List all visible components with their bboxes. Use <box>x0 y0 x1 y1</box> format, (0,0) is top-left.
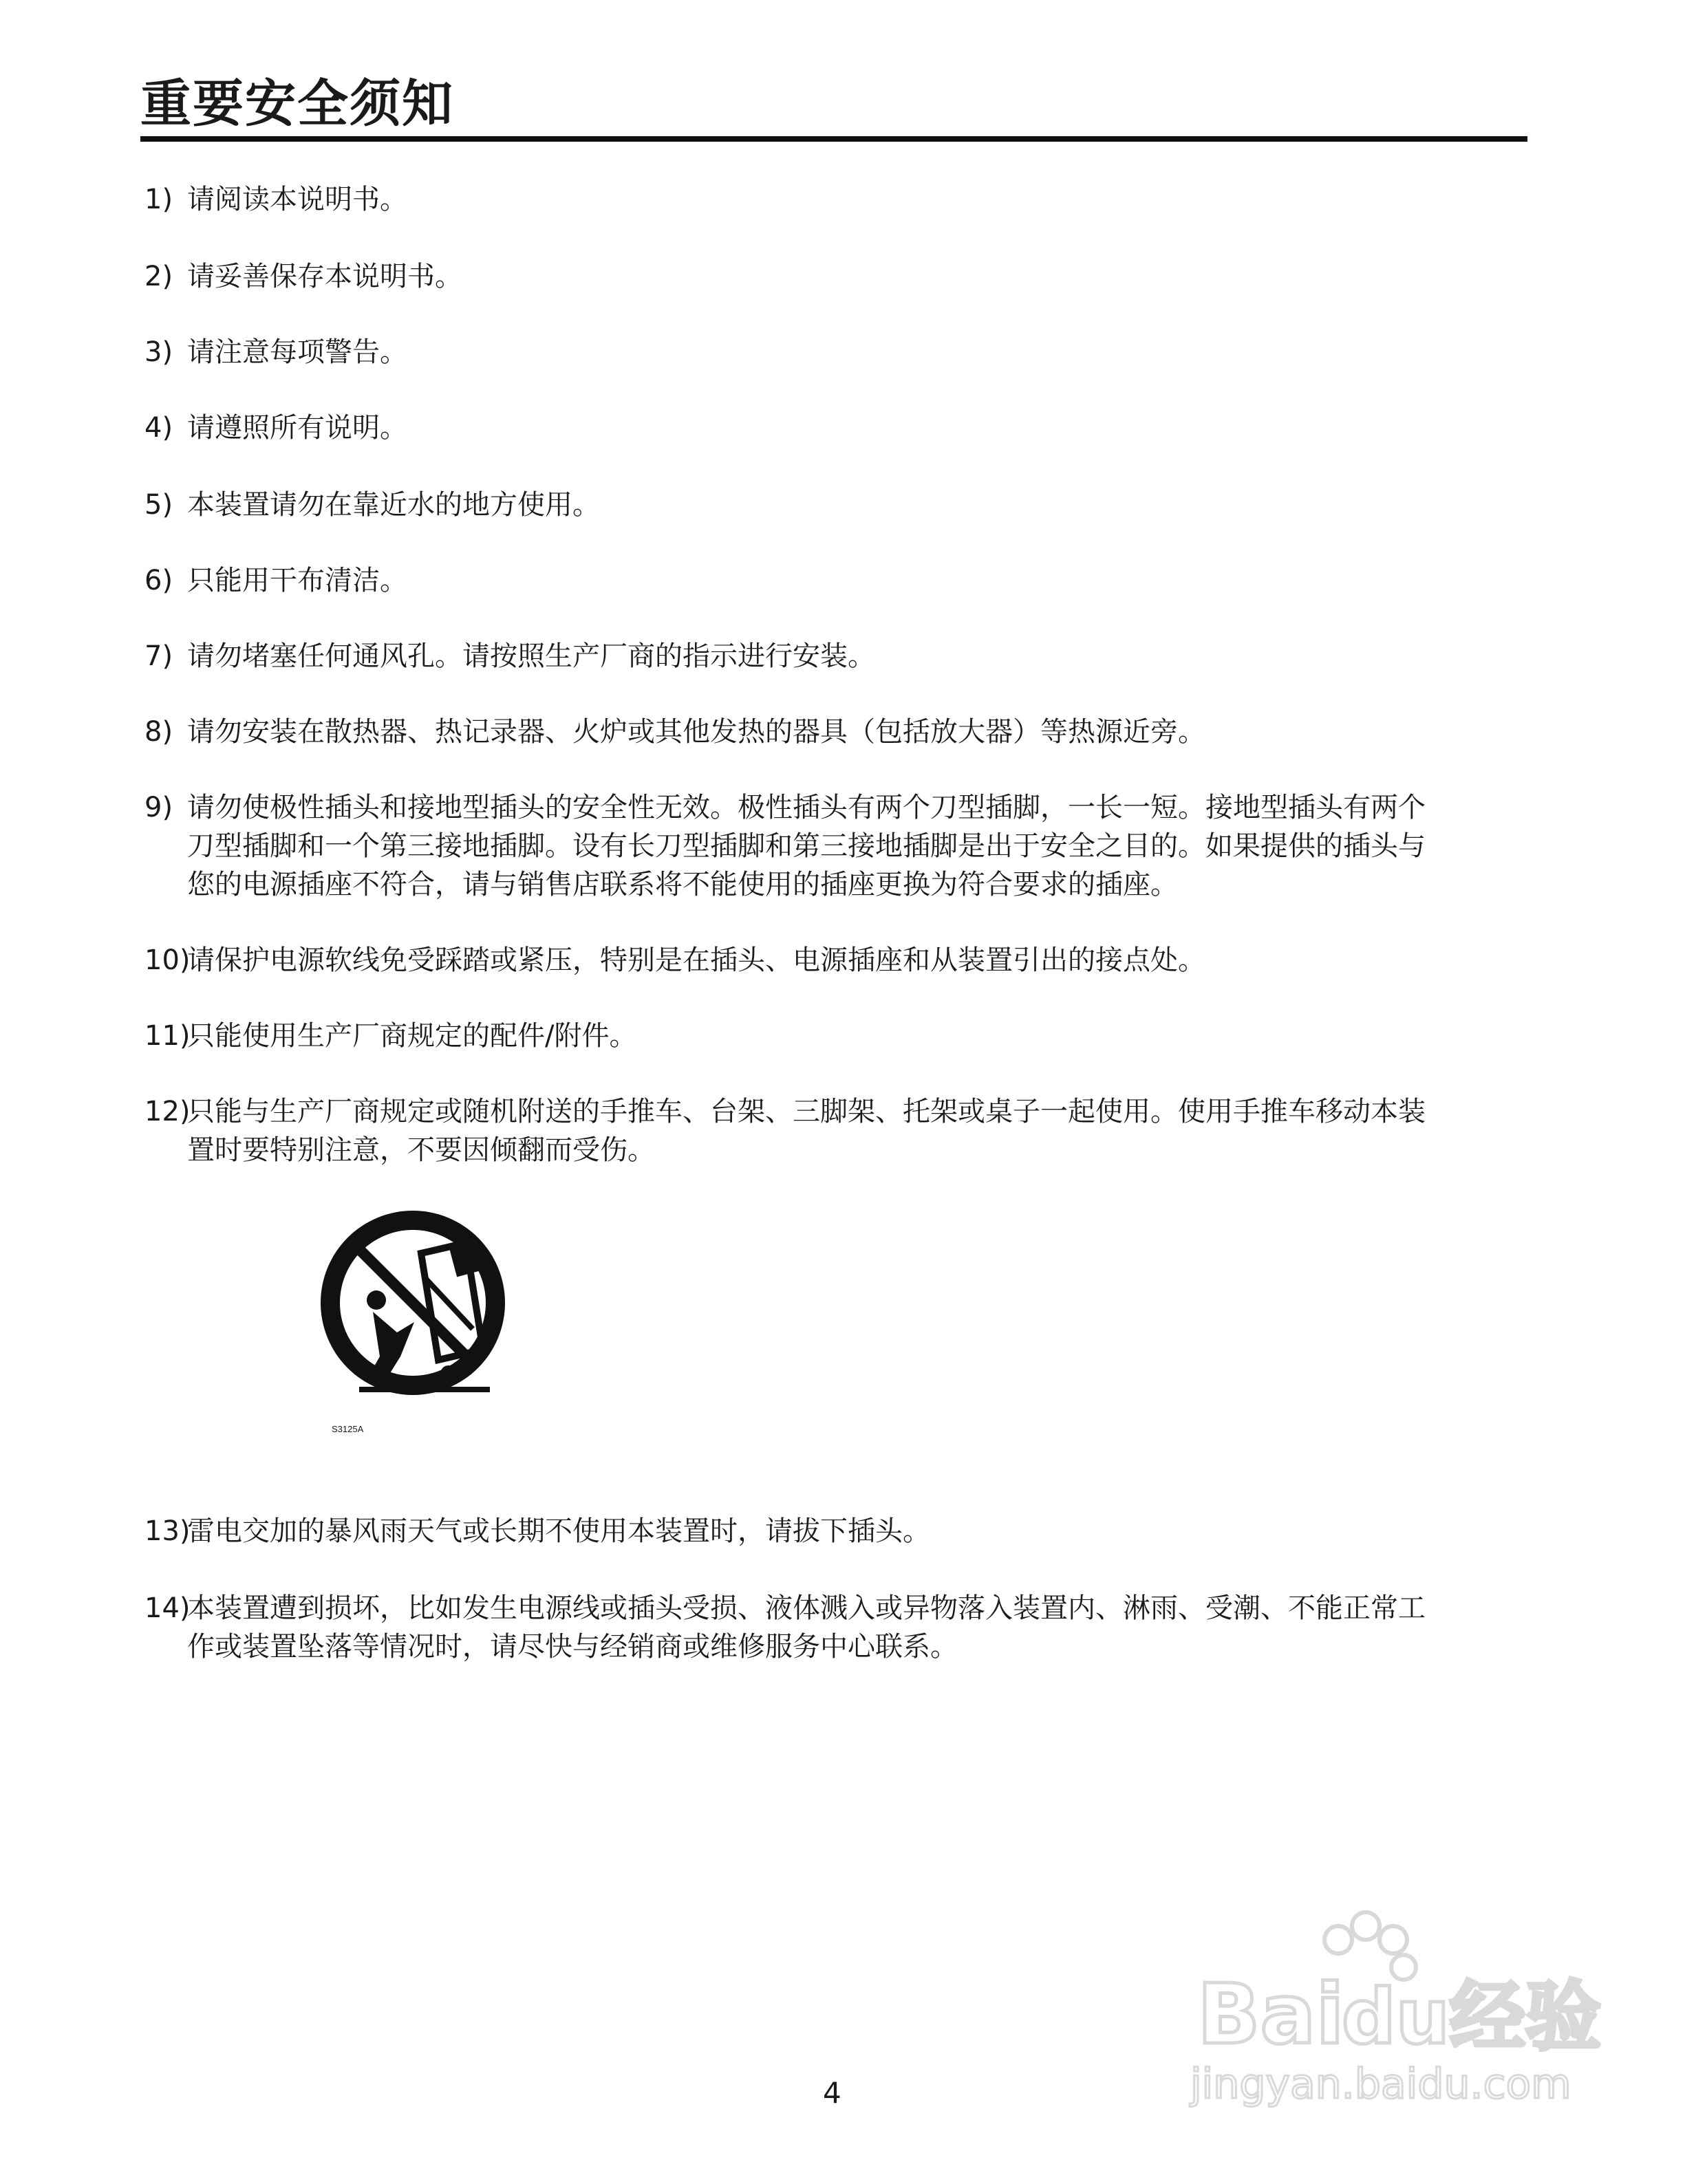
list-item-text: 您的电源插座不符合，请与销售店联系将不能使用的插座更换为符合要求的插座。 <box>187 869 1178 900</box>
list-item-text: 请勿堵塞任何通风孔。请按照生产厂商的指示进行安装。 <box>187 640 875 672</box>
svg-text:Bai: Bai <box>1197 1967 1344 2063</box>
list-item-number: 3) <box>144 336 173 368</box>
list-item <box>144 713 1205 751</box>
list-item-text: 请勿使极性插头和接地型插头的安全性无效。极性插头有两个刀型插脚，一长一短。接地型插头有两个 <box>187 792 1426 823</box>
list-item-text: 本装置遭到损坏，比如发生电源线或插头受损、液体溅入或异物落入装置内、淋雨、受潮、不能正常工 <box>187 1592 1426 1624</box>
list-item <box>144 1589 1426 1666</box>
list-item-line <box>144 788 1426 827</box>
list-item-number: 14) <box>144 1592 191 1624</box>
cart-warning-symbol <box>318 1212 517 1446</box>
list-item-line <box>144 486 600 524</box>
baidu-jingyan-watermark <box>1183 1899 1602 2112</box>
list-item <box>144 257 462 296</box>
svg-text:jingyan.baidu.com: jingyan.baidu.com <box>1190 2060 1571 2108</box>
list-item-number: 12) <box>144 1096 191 1127</box>
list-item-text: 置时要特别注意，不要因倾翻而受伤。 <box>187 1134 655 1166</box>
list-item-line <box>144 941 1205 980</box>
page-number: 4 <box>823 2076 841 2110</box>
list-item-number: 6) <box>144 565 173 596</box>
list-item-line <box>144 1017 636 1055</box>
list-item-line <box>144 713 1205 751</box>
list-item-text: 作或装置坠落等情况时，请尽快与经销商或维修服务中心联系。 <box>187 1631 958 1663</box>
list-item <box>144 409 407 447</box>
list-item-number: 13) <box>144 1515 191 1547</box>
list-item-line <box>144 1092 1426 1131</box>
list-item-number: 9) <box>144 792 173 823</box>
list-item <box>144 1017 636 1055</box>
list-item-line <box>144 1131 1426 1169</box>
list-item-line <box>144 865 1426 904</box>
list-item-text: 请妥善保存本说明书。 <box>187 261 462 292</box>
list-item-text: 请遵照所有说明。 <box>187 412 407 444</box>
list-item-text: 雷电交加的暴风雨天气或长期不使用本装置时，请拔下插头。 <box>187 1515 930 1547</box>
list-item <box>144 333 407 371</box>
list-item-text: 只能与生产厂商规定或随机附送的手推车、台架、三脚架、托架或桌子一起使用。使用手推车移动本装 <box>187 1096 1426 1127</box>
list-item-number: 5) <box>144 489 173 521</box>
list-item-line <box>144 1589 1426 1628</box>
symbol-code: S3125A <box>332 1424 364 1434</box>
list-item <box>144 788 1426 904</box>
list-item-number: 8) <box>144 716 173 748</box>
page-title: 重要安全须知 <box>140 74 454 133</box>
list-item-number: 2) <box>144 261 173 292</box>
list-item-number: 4) <box>144 412 173 444</box>
list-item-text: 本装置请勿在靠近水的地方使用。 <box>187 489 600 521</box>
list-item-line <box>144 561 407 600</box>
list-item-line <box>144 1628 1426 1666</box>
list-item <box>144 1092 1426 1169</box>
list-item-line <box>144 827 1426 865</box>
list-item-number: 1) <box>144 184 173 215</box>
list-item-text: 请保护电源软线免受踩踏或紧压，特别是在插头、电源插座和从装置引出的接点处。 <box>187 944 1205 976</box>
cart-tip-over-warning-icon <box>318 1212 517 1446</box>
list-item-text: 请注意每项警告。 <box>187 336 407 368</box>
list-item-line <box>144 637 875 675</box>
list-item-number: 10) <box>144 944 191 976</box>
list-item-line <box>144 333 407 371</box>
list-item-text: 只能用干布清洁。 <box>187 565 407 596</box>
list-item <box>144 1512 930 1550</box>
list-item-text: 请阅读本说明书。 <box>187 184 407 215</box>
list-item-line <box>144 1512 930 1550</box>
list-item-line <box>144 180 407 219</box>
list-item-text: 只能使用生产厂商规定的配件/附件。 <box>187 1020 637 1052</box>
list-item-number: 11) <box>144 1020 191 1052</box>
list-item <box>144 561 407 600</box>
list-item <box>144 941 1205 980</box>
list-item-line <box>144 257 462 296</box>
list-item-text: 请勿安装在散热器、热记录器、火炉或其他发热的器具（包括放大器）等热源近旁。 <box>187 716 1205 748</box>
list-item <box>144 180 407 219</box>
list-item-line <box>144 409 407 447</box>
list-item <box>144 486 600 524</box>
svg-text:du经验: du经验 <box>1342 1973 1602 2061</box>
list-item <box>144 637 875 675</box>
list-item-text: 刀型插脚和一个第三接地插脚。设有长刀型插脚和第三接地插脚是出于安全之目的。如果提供的插头与 <box>187 830 1426 862</box>
list-item-number: 7) <box>144 640 173 672</box>
title-rule <box>140 136 1527 142</box>
